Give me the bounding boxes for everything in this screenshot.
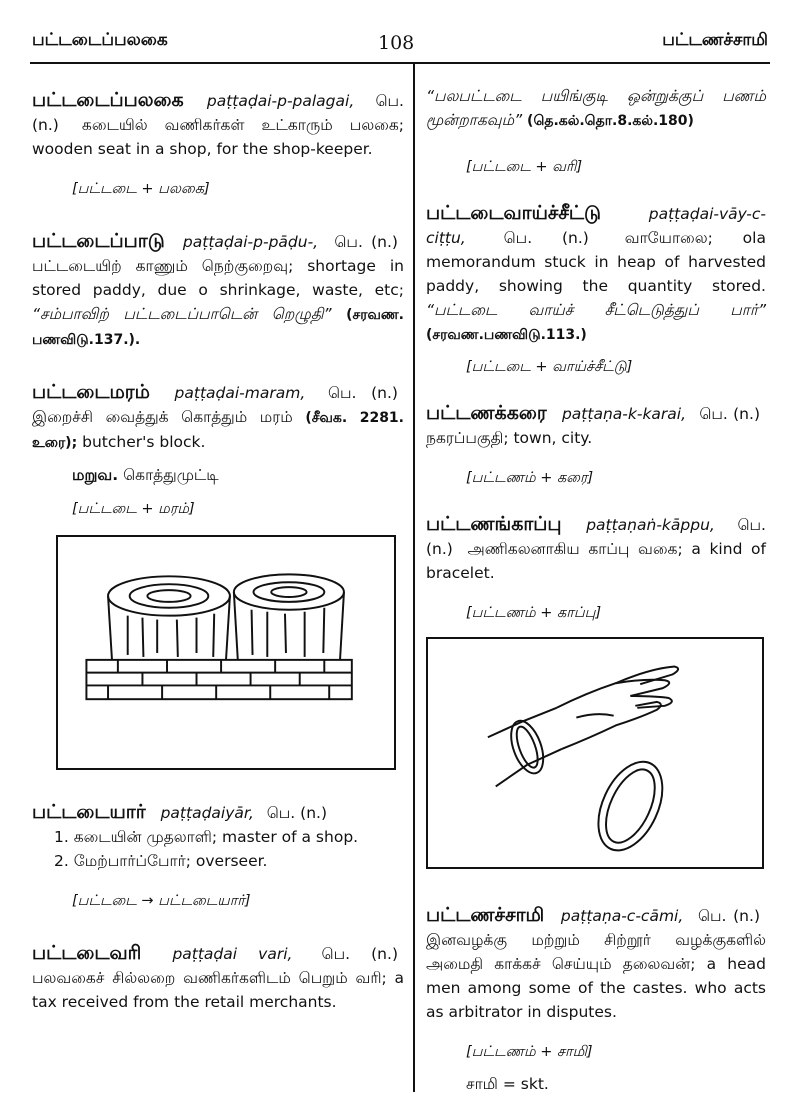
transliteration: paṭṭaṇa-k-karai, [561, 405, 687, 423]
transliteration: paṭṭaḍai-p-pāḍu-, [182, 233, 319, 251]
part-of-speech: பெ. (n.) [321, 945, 398, 963]
transliteration: paṭṭaḍai-maram, [174, 384, 306, 402]
definition: அணிகலனாகிய காப்பு வகை; a kind of bracelet. [426, 540, 766, 582]
running-header-left: பட்டடைப்பலகை [32, 30, 168, 50]
etymology: [பட்டடை + வரி] [466, 159, 583, 175]
definition: இறைச்சி வைத்துக் கொத்தும் மரம் [32, 408, 293, 426]
etymology-note: சாமி = skt. [466, 1075, 549, 1093]
citation-source: (சரவண. பணவிடு.137.). [32, 307, 404, 348]
definition: பலவகைச் சில்லறை வணிகர்களிடம் பெறும் வரி; a tax received from the retail merchants. [32, 969, 404, 1011]
butchers-block-illustration [56, 535, 396, 770]
header-rule [30, 62, 770, 64]
part-of-speech: பெ. (n.) [327, 384, 398, 402]
etymology: [பட்டணம் + சாமி] [466, 1044, 593, 1060]
citation-source: (சரவண.பணவிடு.113.) [426, 327, 587, 343]
definition: கடையில் வணிகர்கள் உட்காரும் பலகை; wooden seat in a shop, for the shop-keeper. [32, 116, 404, 158]
definition: இனவழக்கு மற்றும் சிற்றூர் வழக்குகளில் அமைதி காக்கச் செய்யும் தலைவன்; a head men among some of the castes. who acts as arbitrator in disputes. [426, 931, 766, 1021]
entry-pattanankappu [426, 512, 766, 625]
running-header-right: பட்டணச்சாமி [662, 30, 768, 50]
transliteration: paṭṭaṇaṅ-kāppu, [586, 516, 715, 534]
column-divider [413, 62, 415, 1092]
citation-source: (தெ.கல்.தொ.8.கல்.180) [527, 113, 694, 129]
part-of-speech: பெ. (n.) [503, 229, 589, 247]
entry-pattadaippalagai [32, 88, 404, 201]
entry-pattadaiyar [32, 800, 404, 913]
synonym-label: மறுவ. [72, 466, 119, 484]
headword: பட்டடைப்பலகை [32, 89, 184, 111]
definition-english: butcher's block. [82, 433, 206, 451]
etymology: [பட்டடை → பட்டடையார்] [72, 893, 251, 909]
entry-pattadaippadu [32, 229, 404, 352]
etymology: [பட்டணம் + கரை] [466, 470, 594, 486]
transliteration: paṭṭaḍaiyār, [160, 804, 254, 822]
bracelet-illustration [426, 637, 764, 869]
headword: பட்டணங்காப்பு [426, 513, 562, 535]
sense-2: 2. மேற்பார்ப்போர்; overseer. [54, 852, 268, 870]
synonym-value: கொத்துமுட்டி [123, 466, 219, 484]
entry-pattadaivari-continued [426, 84, 766, 179]
definition: வாயோலை; ola memorandum stuck in heap of harvested paddy, showing the quantity stored. [426, 229, 766, 295]
chopping-blocks-drawing [58, 537, 394, 768]
entry-pattadaivaychittu [426, 201, 766, 379]
citation-source: (சீவக. 2281. உரை); [32, 410, 404, 451]
part-of-speech: பெ. (n.) [699, 405, 760, 423]
headword: பட்டடைமரம் [32, 381, 150, 403]
right-column [426, 84, 766, 1100]
transliteration: paṭṭaṇa-c-cāmi, [560, 907, 684, 925]
sense-1: 1. கடையின் முதலாளி; master of a shop. [54, 828, 359, 846]
headword: பட்டணச்சாமி [426, 904, 545, 926]
etymology: [பட்டடை + மரம்] [72, 501, 195, 517]
part-of-speech: பெ. (n.) [697, 907, 760, 925]
page-number: 108 [378, 32, 415, 54]
part-of-speech: பெ. (n.) [32, 92, 404, 134]
part-of-speech: பெ. (n.) [266, 804, 328, 822]
etymology: [பட்டடை + பலகை] [72, 181, 210, 197]
headword: பட்டடையார் [32, 801, 146, 823]
citation-quote: “பலபட்டடை பயிங்குடி ஒன்றுக்குப் பணம் மூன்றாகவும்” [426, 87, 766, 129]
transliteration: paṭṭaḍai-vāy-c-ciṭṭu, [426, 205, 766, 247]
headword: பட்டணக்கரை [426, 402, 547, 424]
transliteration: paṭṭaḍai vari, [172, 945, 293, 963]
citation-quote: “பட்டடை வாய்ச் சீட்டெடுத்துப் பார்” [426, 301, 766, 319]
part-of-speech: பெ. (n.) [334, 233, 398, 251]
definition: பட்டடையிற் காணும் நெற்குறைவு; shortage in stored paddy, due o shrinkage, waste, etc; [32, 257, 404, 299]
etymology: [பட்டணம் + காப்பு] [466, 605, 602, 621]
headword: பட்டடைப்பாடு [32, 230, 165, 252]
entry-pattanakkarai [426, 401, 766, 490]
synonym-line [72, 463, 404, 487]
part-of-speech: பெ. (n.) [426, 516, 766, 558]
left-column [32, 88, 404, 1042]
entry-pattanaccami [426, 903, 766, 1096]
entry-pattadaivari [32, 941, 404, 1014]
definition: நகரப்பகுதி; town, city. [426, 429, 593, 447]
entry-pattadaimaram [32, 380, 404, 521]
hand-with-bracelet-drawing [428, 639, 762, 867]
headword: பட்டடைவரி [32, 942, 142, 964]
citation-quote: “சம்பாவிற் பட்டடைப்பாடென் றெழுதி” [32, 305, 332, 323]
headword: பட்டடைவாய்ச்சீட்டு [426, 202, 602, 224]
transliteration: paṭṭaḍai-p-palagai, [206, 92, 355, 110]
etymology: [பட்டடை + வாய்ச்சீட்டு] [466, 359, 633, 375]
